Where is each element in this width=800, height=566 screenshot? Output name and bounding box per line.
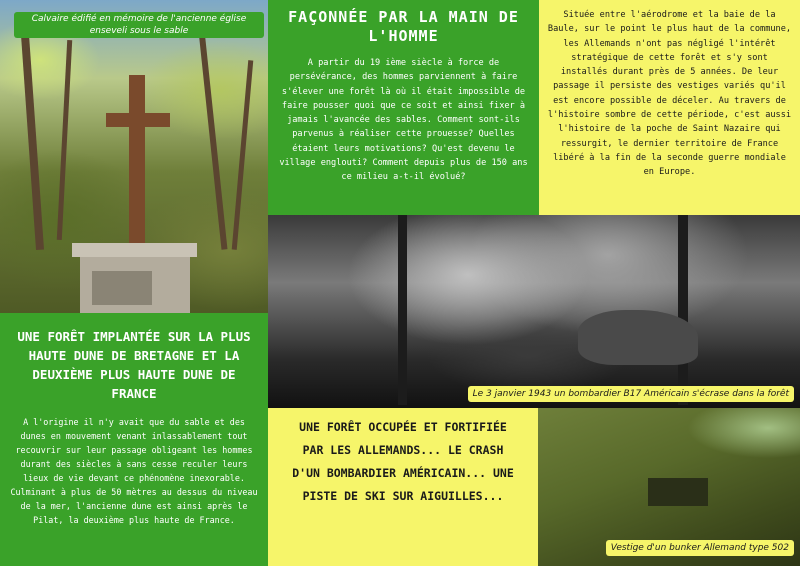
pedestal-top — [72, 243, 197, 257]
occupation-panel — [539, 0, 800, 215]
occupied-forest-panel — [268, 408, 538, 566]
tree-trunk — [232, 60, 254, 250]
occupied-forest-heading: UNE FORÊT OCCUPÉE ET FORTIFIÉE PAR LES ALLEMANDS... LE CRASH D'UN BOMBARDIER AMÉRICAIN... UNE PISTE DE SKI SUR AIGUILLES... — [292, 420, 514, 503]
memorial-plaque — [92, 271, 152, 305]
dune-heading: UNE FORÊT IMPLANTÉE SUR LA PLUS HAUTE DUNE DE BRETAGNE ET LA DEUXIÈME PLUS HAUTE DUNE DE FRANCE — [17, 329, 251, 401]
bunker-caption: Vestige d'un bunker Allemand type 502 — [606, 540, 794, 556]
tree-trunk — [57, 40, 72, 240]
cross-horizontal — [106, 113, 170, 127]
tree-trunk — [20, 20, 44, 250]
history-heading: FAÇONNÉE PAR LA MAIN DE L'HOMME — [288, 8, 519, 45]
bunker-opening — [648, 478, 708, 506]
bunker-photo — [538, 408, 800, 566]
calvary-caption: Calvaire édifié en mémoire de l'ancienne église enseveli sous le sable — [14, 12, 264, 38]
tree-trunk — [199, 30, 228, 249]
calvary-photo — [0, 0, 268, 313]
dune-panel — [0, 313, 268, 566]
wreckage — [578, 310, 698, 365]
pedestal — [80, 257, 190, 313]
tree-trunk — [398, 215, 407, 405]
tree-trunk — [678, 215, 688, 405]
dune-text: A l'origine il n'y avait que du sable et des dunes en mouvement venant inlassablement tout recouvrir sur leur passage obligeant les hommes durant des siècles à sans cesse reculer leurs lieux de vie devant ce phénomène inexorable. Culminant à plus de 50 mètres au dessus du niveau de la mer, l'ancienne dune est ainsi après le Pilat, la deuxième plus haute de France. — [10, 417, 258, 525]
occupation-text: Située entre l'aérodrome et la baie de la Baule, sur le point le plus haut de la commune, les Allemands n'ont pas négligé l'intérêt stratégique de cette forêt et s'y sont installés durant près de 5 années. De leur passage il persiste des vestiges variés qu'il est encore possible de déceler. Au travers de l'histoire sombre de cette période, c'est aussi l'histoire de la poche de Saint Nazaire qui ressurgit, le dernier territoire de France libéré à la fin de la seconde guerre mondiale en Europe. — [547, 10, 792, 178]
cross-vertical — [129, 75, 145, 250]
crash-caption: Le 3 janvier 1943 un bombardier B17 Américain s'écrase dans la forêt — [468, 386, 794, 402]
bomber-crash-photo — [268, 215, 800, 408]
history-panel — [268, 0, 539, 215]
history-text: A partir du 19 ième siècle à force de persévérance, des hommes parviennent à faire s'élever une forêt là où il était impossible de faire pousser quoi que ce soit et ainsi fixer à jamais l'avancée des sables. Comment sont-ils parvenus à réaliser cette prouesse? Quelles étaient leurs motivations? Qu'est devenu le village englouti? Comment depuis plus de 150 ans ce milieu a-t-il évolué? — [279, 58, 528, 183]
